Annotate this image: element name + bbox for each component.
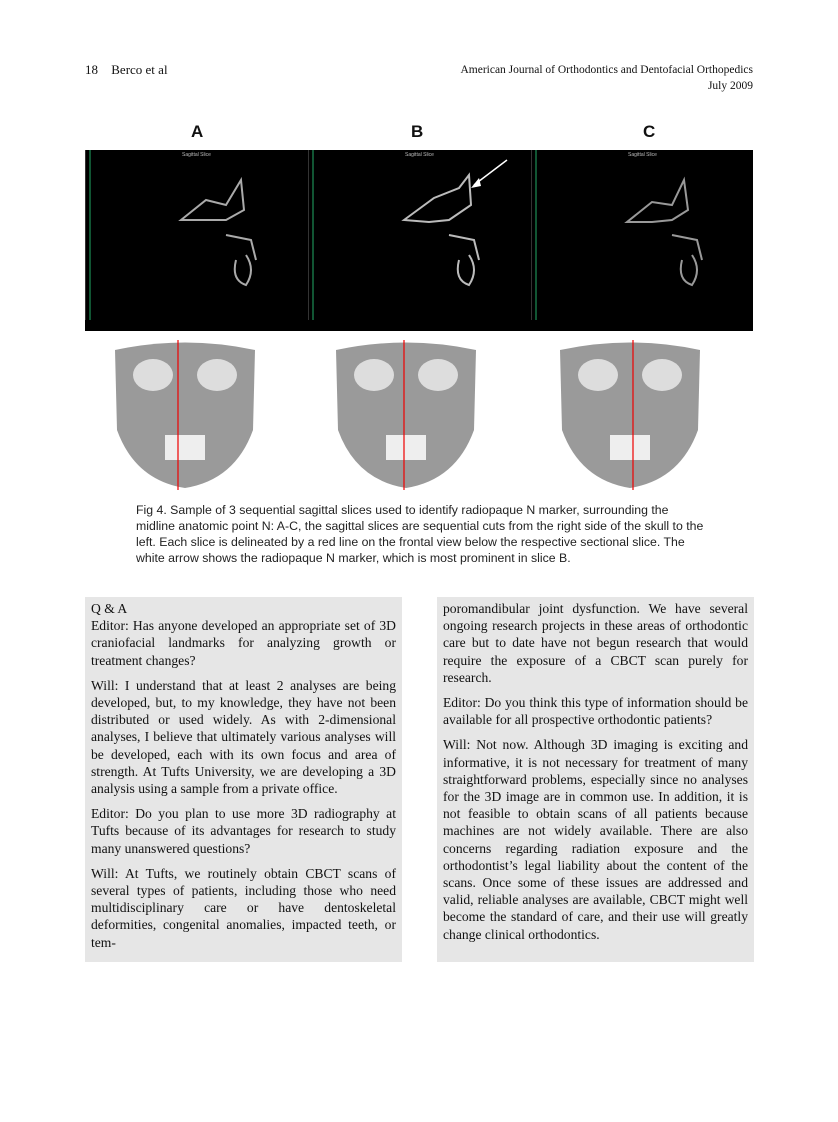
frontal-skull-b	[326, 340, 486, 490]
panel-label-c: C	[643, 122, 656, 141]
issue-date: July 2009	[707, 80, 753, 92]
paragraph: Editor: Has anyone developed an appropriate set of 3D craniofacial landmarks for analyzing growth or treatment changes?	[91, 618, 396, 668]
paragraph: Will: Not now. Although 3D imaging is exciting and informative, it is not necessary for treatment of many straightforward problems, especially since no analyses for the 3D image are in common use. In addition, it is not feasible to obtain scans of all patients because machines are not widely available. There are also concerns regarding radiation exposure and the orthodontist’s legal liability about the content of the scans. Once some of these issues are addressed and valid, reliable analyses are available, CBCT might well become the standard of care, and their use will greatly change clinical orthodontics.	[443, 737, 748, 942]
sagittal-slice-b	[308, 150, 530, 320]
paragraph: Will: I understand that at least 2 analyses are being developed, but, to my knowledge, they have not been distributed or used widely. As with 2-dimensional analyses, I believe that ultimately various analyses will be developed, each with its own focus and area of strength. At Tufts University, we are developing a 3D analysis using a sample from a private office.	[91, 677, 396, 797]
paragraph: poromandibular joint dysfunction. We have several ongoing research projects in these areas of orthodontic care but to date have not begun research that would require the exposure of a CBCT scan purely for research.	[443, 601, 748, 685]
sagittal-slices-figure	[85, 150, 753, 331]
panel-label-b: B	[411, 122, 424, 141]
page-number: 18	[85, 62, 98, 77]
section-heading: Q & A	[91, 601, 128, 616]
paragraph: Editor: Do you plan to use more 3D radiography at Tufts because of its advantages for research to study many unanswered questions?	[91, 806, 396, 856]
slice-title: Sagittal Slice	[182, 152, 211, 158]
sagittal-image-b	[309, 150, 530, 320]
sagittal-slice-c	[531, 150, 753, 320]
running-header-right	[460, 62, 753, 94]
paragraph: Editor: Do you think this type of information should be available for all prospective orthodontic patients?	[443, 695, 748, 728]
frontal-skull-a	[105, 340, 265, 490]
journal-title: American Journal of Orthodontics and Dentofacial Orthopedics	[460, 64, 753, 76]
right-column	[437, 597, 754, 962]
frontal-skull-c	[550, 340, 710, 490]
slice-title: Sagittal Slice	[628, 152, 657, 158]
left-column	[85, 597, 402, 962]
authors: Berco et al	[111, 62, 168, 77]
paragraph: Will: At Tufts, we routinely obtain CBCT scans of several types of patients, including those who need multidisciplinary care or have dentoskeletal deformities, congenital anomalies, impacted teeth, or tem-	[91, 865, 396, 950]
panel-label-a: A	[191, 122, 204, 141]
sagittal-image-a	[86, 150, 307, 320]
figure-caption: Fig 4. Sample of 3 sequential sagittal slices used to identify radiopaque N marker, surrounding the midline anatomic point N: A-C, the sagittal slices are sequential cuts from the right side of the skull to the left. Each slice is delineated by a red line on the frontal view below the respective sectional slice. The white arrow shows the radiopaque N marker, which is most prominent in slice B.	[136, 503, 704, 565]
sagittal-slice-a	[85, 150, 307, 320]
running-header-left	[85, 62, 178, 78]
slice-title: Sagittal Slice	[405, 152, 434, 158]
sagittal-image-c	[532, 150, 753, 320]
